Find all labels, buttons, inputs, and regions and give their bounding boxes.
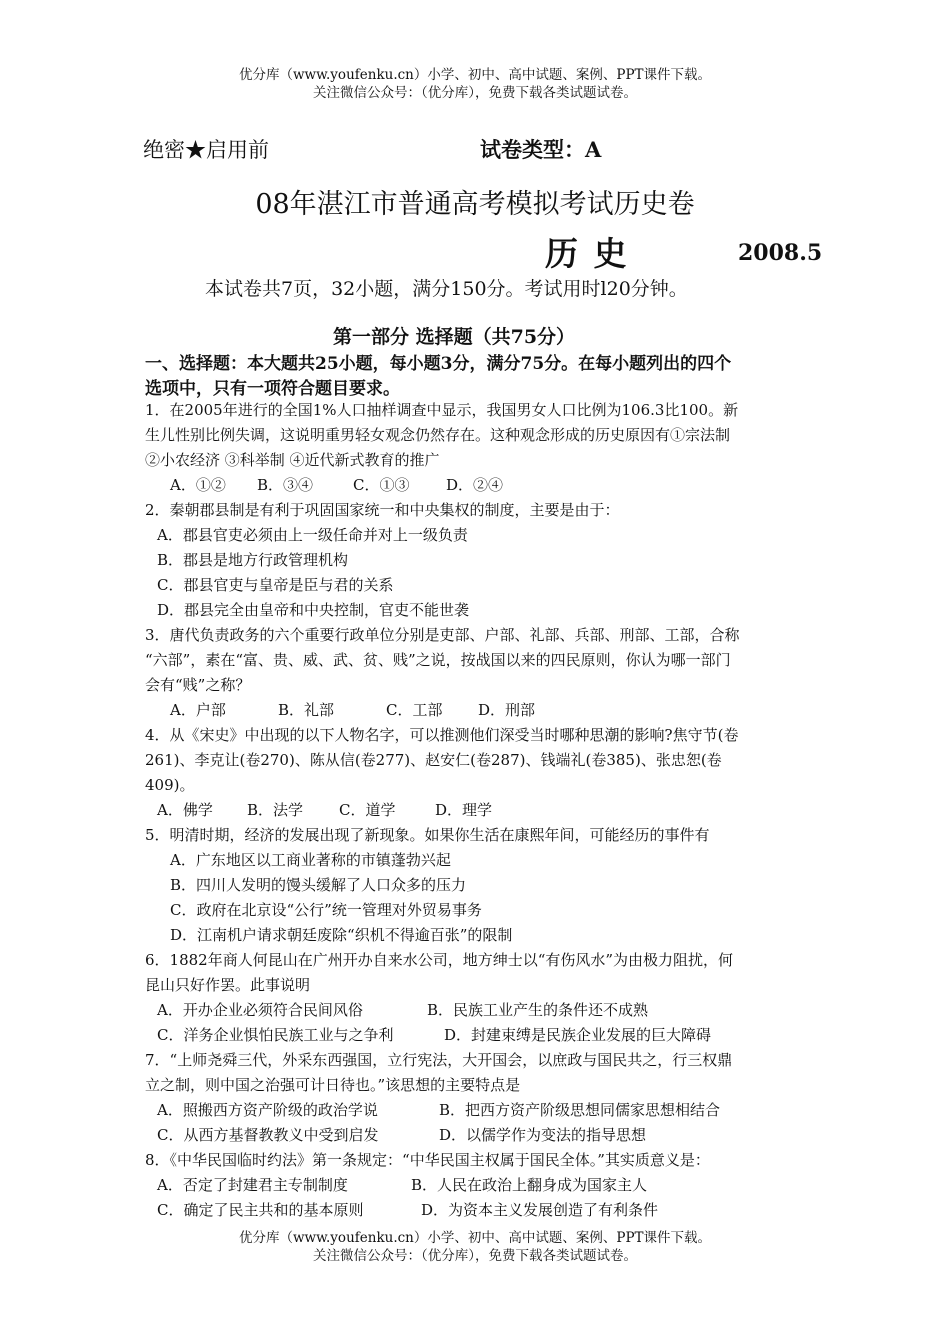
q2-option-c[interactable]: C．郡县官吏与皇帝是臣与君的关系 xyxy=(157,576,394,594)
q5-option-a[interactable]: A．广东地区以工商业著称的市镇蓬勃兴起 xyxy=(170,851,451,869)
question-7-options xyxy=(157,1098,720,1148)
q3-option-b[interactable]: B．礼部 xyxy=(278,701,335,719)
q1-option-b[interactable]: B．③④ xyxy=(257,476,314,494)
question-7-line-2: 立之制，则中国之治强可计日待也。”该思想的主要特点是 xyxy=(145,1076,521,1094)
question-1-options xyxy=(170,473,503,498)
question-6-options xyxy=(157,998,711,1048)
q7-option-d[interactable]: D．以儒学作为变法的指导思想 xyxy=(439,1126,647,1144)
question-8-options xyxy=(157,1173,658,1223)
exam-info: 本试卷共7页，32小题，满分150分。考试用时l20分钟。 xyxy=(205,278,688,300)
question-1-line-1: 1．在2005年进行的全国1%人口抽样调查中显示，我国男女人口比例为106.3比100。新 xyxy=(145,401,739,419)
q2-option-a[interactable]: A．郡县官吏必须由上一级任命并对上一级负责 xyxy=(157,526,468,544)
paper-type-label: 试卷类型：A xyxy=(480,137,602,162)
q7-option-a[interactable]: A．照搬西方资产阶级的政治学说 xyxy=(157,1101,378,1119)
part1-instruction-line-1: 一、选择题：本大题共25小题，每小题3分，满分75分。在每小题列出的四个 xyxy=(145,354,732,374)
question-3-options xyxy=(170,698,535,723)
question-4-line-1: 4．从《宋史》中出现的以下人物名字，可以推测他们深受当时哪种思潮的影响?焦守节(卷 xyxy=(145,726,739,744)
q8-option-b[interactable]: B．人民在政治上翻身成为国家主人 xyxy=(411,1176,648,1194)
q8-option-d[interactable]: D．为资本主义发展创造了有利条件 xyxy=(421,1201,659,1219)
question-7 xyxy=(145,1048,810,1098)
site-footer-line-1: 优分库（www.youfenku.cn）小学、初中、高中试题、案例、PPT课件下载。 xyxy=(238,1230,712,1246)
question-5-line-1: 5．明清时期，经济的发展出现了新现象。如果你生活在康熙年间，可能经历的事件有 xyxy=(145,826,710,844)
q6-option-a[interactable]: A．开办企业必须符合民间风俗 xyxy=(157,1001,363,1019)
exam-title: 08年湛江市普通高考模拟考试历史卷 xyxy=(255,189,695,220)
question-3-line-1: 3．唐代负责政务的六个重要行政单位分别是吏部、户部、礼部、兵部、刑部、工部，合称 xyxy=(145,626,740,644)
part1-title: 第一部分 选择题（共75分） xyxy=(333,326,576,348)
question-2-line-1: 2．秦朝郡县制是有利于巩固国家统一和中央集权的制度，主要是由于： xyxy=(145,501,620,519)
site-footer-line-2: 关注微信公众号：（优分库），免费下载各类试题试卷。 xyxy=(313,1248,637,1264)
q5-option-d[interactable]: D．江南机户请求朝廷废除“织机不得逾百张”的限制 xyxy=(170,926,513,944)
q6-option-b[interactable]: B．民族工业产生的条件还不成熟 xyxy=(427,1001,649,1019)
q1-option-d[interactable]: D．②④ xyxy=(446,476,504,494)
question-4-line-3: 409)。 xyxy=(145,776,195,794)
question-1-line-3: ②小农经济 ③科举制 ④近代新式教育的推广 xyxy=(145,451,440,469)
q8-option-c[interactable]: C．确定了民主共和的基本原则 xyxy=(157,1201,364,1219)
confidential-label: 绝密★启用前 xyxy=(143,138,269,162)
question-7-line-1: 7．“上师尧舜三代，外采东西强国，立行宪法，大开国会，以庶政与国民共之，行三权鼎 xyxy=(145,1051,733,1069)
q3-option-a[interactable]: A．户部 xyxy=(170,701,226,719)
q1-option-c[interactable]: C．①③ xyxy=(353,476,410,494)
question-4-options xyxy=(157,798,492,823)
subject-heading: 历 史 xyxy=(545,234,629,273)
question-6 xyxy=(145,948,810,998)
q1-option-a[interactable]: A．①② xyxy=(170,476,226,494)
q7-option-b[interactable]: B．把西方资产阶级思想同儒家思想相结合 xyxy=(439,1101,721,1119)
question-6-line-2: 昆山只好作罢。此事说明 xyxy=(145,976,311,994)
exam-date: 2008.5 xyxy=(738,240,823,266)
q4-option-b[interactable]: B．法学 xyxy=(247,801,304,819)
site-header-line-2: 关注微信公众号：（优分库），免费下载各类试题试卷。 xyxy=(313,85,637,101)
q8-option-a[interactable]: A．否定了封建君主专制制度 xyxy=(157,1176,348,1194)
q2-option-b[interactable]: B．郡县是地方行政管理机构 xyxy=(157,551,349,569)
q7-option-c[interactable]: C．从西方基督教教义中受到启发 xyxy=(157,1126,379,1144)
question-8-line-1: 8．《中华民国临时约法》第一条规定：“中华民国主权属于国民全体。”其实质意义是： xyxy=(145,1151,710,1169)
q6-option-d[interactable]: D．封建束缚是民族企业发展的巨大障碍 xyxy=(444,1026,712,1044)
q5-option-c[interactable]: C．政府在北京设“公行”统一管理对外贸易事务 xyxy=(170,901,482,919)
site-header-line-1: 优分库（www.youfenku.cn）小学、初中、高中试题、案例、PPT课件下载。 xyxy=(238,67,712,83)
question-5 xyxy=(145,823,810,848)
q4-option-a[interactable]: A．佛学 xyxy=(157,801,213,819)
question-3-line-3: 会有“贱”之称？ xyxy=(145,676,251,694)
question-6-line-1: 6．1882年商人何昆山在广州开办自来水公司，地方绅士以“有伤风水”为由极力阻扰，何 xyxy=(145,951,734,969)
question-5-options xyxy=(170,848,512,948)
question-8 xyxy=(145,1148,810,1173)
q6-option-c[interactable]: C．洋务企业惧怕民族工业与之争利 xyxy=(157,1026,394,1044)
question-1 xyxy=(145,398,810,473)
q3-option-c[interactable]: C．工部 xyxy=(386,701,443,719)
question-4-line-2: 261)、李克让(卷270)、陈从信(卷277)、赵安仁(卷287)、钱端礼(卷385)、张忠恕(卷 xyxy=(145,751,722,769)
question-4 xyxy=(145,723,810,798)
q2-option-d[interactable]: D．郡县完全由皇帝和中央控制，官吏不能世袭 xyxy=(157,601,470,619)
question-1-line-2: 生儿性别比例失调，这说明重男轻女观念仍然存在。这种观念形成的历史原因有①宗法制 xyxy=(145,426,731,444)
part1-instruction-line-2: 选项中，只有一项符合题目要求。 xyxy=(145,379,400,399)
q5-option-b[interactable]: B．四川人发明的馒头缓解了人口众多的压力 xyxy=(170,876,467,894)
q3-option-d[interactable]: D．刑部 xyxy=(478,701,536,719)
q4-option-d[interactable]: D．理学 xyxy=(435,801,493,819)
question-2 xyxy=(145,498,810,523)
q4-option-c[interactable]: C．道学 xyxy=(339,801,396,819)
question-3 xyxy=(145,623,810,698)
question-3-line-2: “六部”，素在“富、贵、威、武、贫、贱”之说，按战国以来的四民原则，你认为哪一部门 xyxy=(145,651,731,669)
question-2-options xyxy=(157,523,469,623)
